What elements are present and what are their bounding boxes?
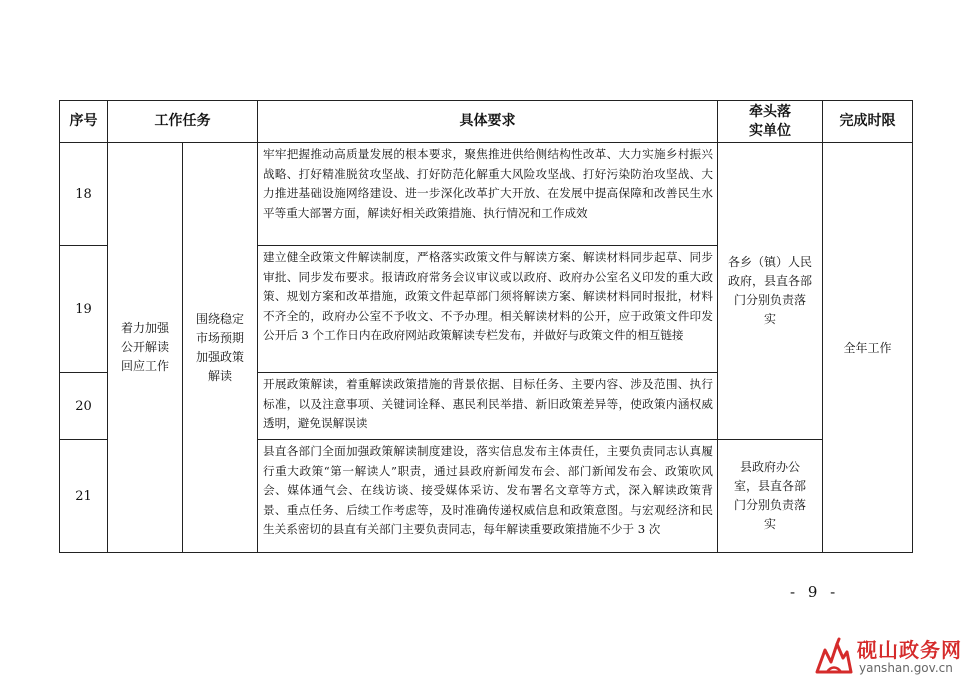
lead-unit-line: 门分别负责落 <box>733 293 806 307</box>
row-number: 19 <box>60 246 108 373</box>
deadline-cell: 全年工作 <box>823 143 913 553</box>
lead-unit-line: 实 <box>763 517 776 531</box>
lead-unit-line: 门分别负责落 <box>733 498 806 512</box>
header-lead-unit-line1: 牵头落 <box>749 103 791 120</box>
main-task-line: 着力加强 <box>120 321 169 335</box>
requirement-text: 开展政策解读，着重解读政策措施的背景依据、目标任务、主要内容、涉及范围、执行标准，以及注意事项、关键词诠释、惠民利民举措、新旧政策差异等，使政策内涵权威透明，避免误解误读 <box>258 373 718 440</box>
requirement-text: 建立健全政策文件解读制度，严格落实政策文件与解读方案、解读材料同步起草、同步审批、同步发布要求。报请政府常务会议审议或以政府、政府办公室名义印发的重大政策、规划方案和改革措施，政策文件起草部门须将解读方案、解读材料同时报批，材料不齐全的，政府办公室不予收文、不予办理。相关解读材料的公开，应于政策文件印发公开后 3 个工作日内在政府网站政策解读专栏发布，并做好与政策文件的相互链接 <box>258 246 718 373</box>
sub-task-line: 加强政策 <box>195 349 244 364</box>
lead-unit-line: 各乡（镇）人民 <box>727 255 812 269</box>
page-number: - 9 - <box>790 583 840 601</box>
main-task-line: 公开解读 <box>120 340 169 354</box>
task-table <box>59 100 913 553</box>
sub-task-cell <box>183 143 258 553</box>
table-row <box>60 143 913 246</box>
sub-task-line: 围绕稳定 <box>195 311 244 326</box>
header-deadline: 完成时限 <box>823 101 913 143</box>
requirement-text: 牢牢把握推动高质量发展的根本要求，聚焦推进供给侧结构性改革、大力实施乡村振兴战略、打好精准脱贫攻坚战、打好防范化解重大风险攻坚战、打好污染防治攻坚战、大力推进基础设施网络建设、进一步深化改革扩大开放、在发展中提高保障和改善民生水平等重大部署方面，解读好相关政策措施、执行情况和工作成效 <box>258 143 718 246</box>
site-watermark[interactable] <box>815 630 965 684</box>
watermark-site-name: 砚山政务网 <box>857 638 962 662</box>
header-number: 序号 <box>60 101 108 143</box>
header-task: 工作任务 <box>108 101 258 143</box>
main-task-line: 回应工作 <box>120 359 169 373</box>
row-number: 18 <box>60 143 108 246</box>
sub-task-line: 市场预期 <box>195 330 244 345</box>
header-row <box>60 101 913 143</box>
header-lead-unit-line2: 实单位 <box>749 122 791 139</box>
lead-unit-cell <box>718 440 823 553</box>
mountain-logo-icon <box>815 636 853 676</box>
lead-unit-line: 室，县直各部 <box>733 479 806 493</box>
lead-unit-line: 政府，县直各部 <box>727 274 812 288</box>
lead-unit-line: 实 <box>763 312 776 326</box>
header-lead-unit <box>718 101 823 143</box>
header-requirements: 具体要求 <box>258 101 718 143</box>
main-task-cell <box>108 143 183 553</box>
row-number: 20 <box>60 373 108 440</box>
requirement-text: 县直各部门全面加强政策解读制度建设，落实信息发布主体责任，主要负责同志认真履行重大政策“第一解读人”职责，通过县政府新闻发布会、部门新闻发布会、政策吹风会、媒体通气会、在线访谈、接受媒体采访、发布署名文章等方式，深入解读政策背景、重点任务、后续工作考虑等，及时准确传递权威信息和政策意图。与宏观经济和民生关系密切的县直有关部门主要负责同志，每年解读重要政策措施不少于 3 次 <box>258 440 718 553</box>
lead-unit-line: 县政府办公 <box>739 460 800 474</box>
watermark-site-url: yanshan.gov.cn <box>859 661 953 675</box>
row-number: 21 <box>60 440 108 553</box>
lead-unit-cell <box>718 143 823 440</box>
sub-task-line: 解读 <box>207 368 232 383</box>
